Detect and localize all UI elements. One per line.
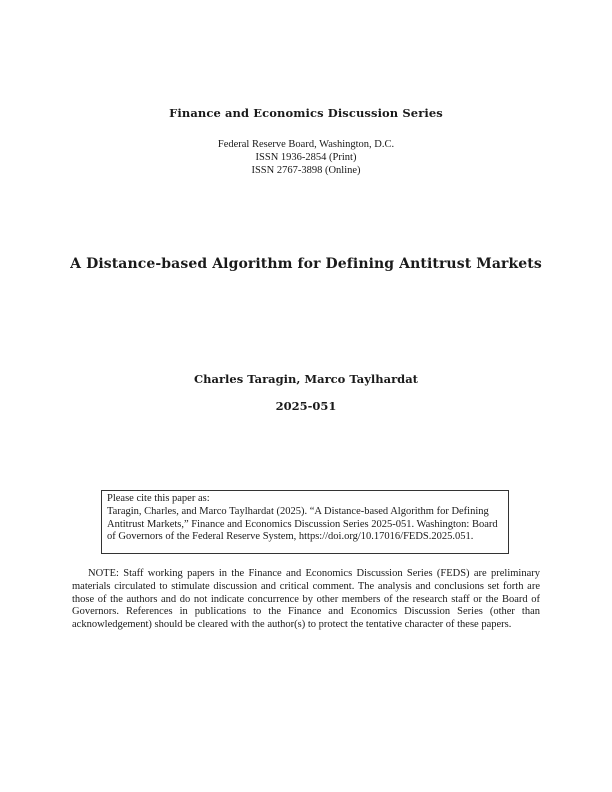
paper-authors: Charles Taragin, Marco Taylhardat [194, 372, 418, 386]
paper-title: A Distance-based Algorithm for Defining Antitrust Markets [70, 256, 542, 272]
issn-print: ISSN 1936-2854 (Print) [255, 152, 357, 163]
citation-text: Taragin, Charles, and Marco Taylhardat (2025). “A Distance-based Algorithm for Defining Antitrust Markets,” Finance and Economics Discussion Series 2025-051. Washington: Board of Governors of the Federal Reserve System, https://doi.org/10.17016/FEDS.2025.051. [107, 505, 498, 543]
issn-online: ISSN 2767-3898 (Online) [251, 165, 361, 176]
publisher-line: Federal Reserve Board, Washington, D.C. [217, 139, 395, 150]
series-title: Finance and Economics Discussion Series [169, 106, 443, 120]
citation-intro: Please cite this paper as: [107, 493, 210, 504]
citation-box [101, 490, 509, 554]
paper-number: 2025-051 [275, 399, 337, 413]
disclaimer-note: NOTE: Staff working papers in the Finance and Economics Discussion Series (FEDS) are preliminary materials circulated to stimulate discussion and critical comment. The analysis and conclusions set forth are those of the authors and do not indicate concurrence by other members of the research staff or the Board of Governors. References in publications to the Finance and Economics Discussion Series (other than acknowledgement) should be cleared with the author(s) to protect the tentative character of these papers. [72, 568, 540, 631]
